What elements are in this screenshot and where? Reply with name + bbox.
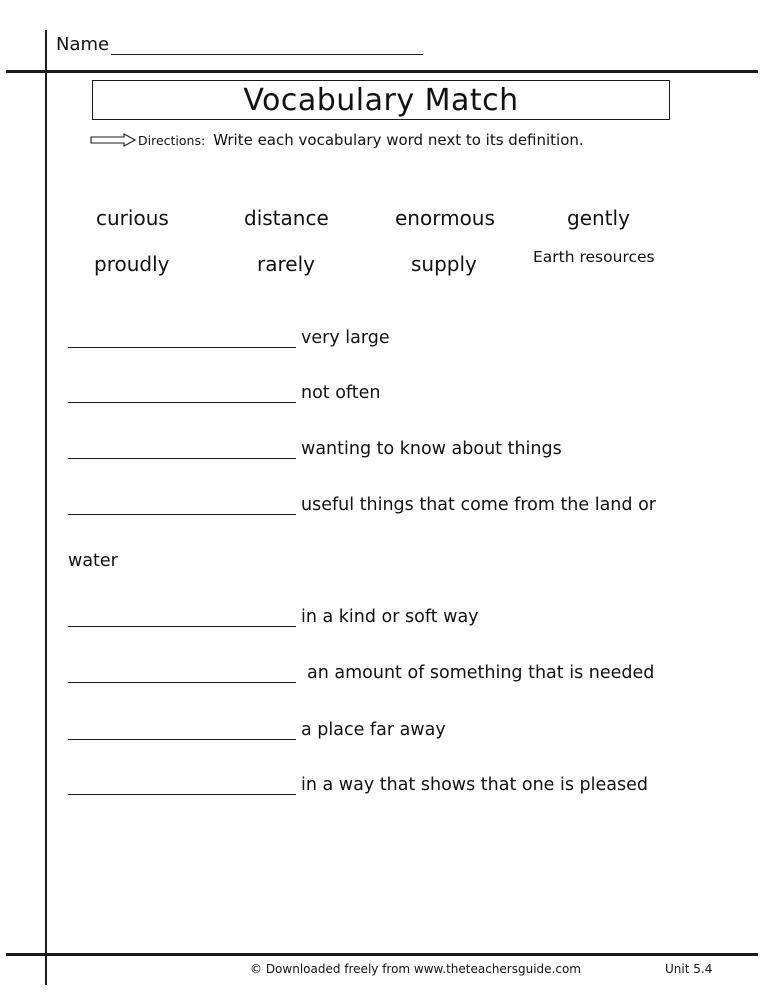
definition-text: in a kind or soft way xyxy=(301,607,479,627)
answer-blank[interactable] xyxy=(68,386,296,403)
definition-row xyxy=(68,328,390,348)
definition-row xyxy=(68,495,656,515)
word-bank-item: curious xyxy=(96,206,169,230)
directions-text: Write each vocabulary word next to its definition. xyxy=(213,131,584,149)
word-bank-item: rarely xyxy=(257,252,315,276)
name-label: Name xyxy=(56,34,110,55)
directions xyxy=(90,131,584,149)
directions-label: Directions: xyxy=(138,132,206,148)
word-bank-item: Earth resources xyxy=(533,248,655,266)
name-blank[interactable] xyxy=(111,36,423,55)
definition-row xyxy=(68,439,562,459)
definition-text: very large xyxy=(301,328,390,348)
arrow-icon xyxy=(90,133,136,147)
definition-text: wanting to know about things xyxy=(301,439,562,459)
definition-row xyxy=(68,383,381,403)
definition-text: useful things that come from the land or xyxy=(301,495,656,515)
answer-blank[interactable] xyxy=(68,610,296,627)
answer-blank[interactable] xyxy=(68,666,296,683)
footer-copyright: © Downloaded freely from www.theteachersguide.com xyxy=(250,962,581,976)
answer-blank[interactable] xyxy=(68,331,296,348)
name-field xyxy=(56,34,423,55)
answer-blank[interactable] xyxy=(68,778,296,795)
margin-line-vertical xyxy=(45,30,47,985)
definition-text: an amount of something that is needed xyxy=(307,663,655,683)
word-bank-item: enormous xyxy=(395,206,495,230)
footer-unit: Unit 5.4 xyxy=(665,962,713,976)
page-title: Vocabulary Match xyxy=(92,80,670,120)
definition-continuation: water xyxy=(68,551,118,571)
footer-divider xyxy=(6,953,758,956)
definition-text: a place far away xyxy=(301,720,446,740)
definition-row xyxy=(68,607,479,627)
word-bank-item: proudly xyxy=(94,252,170,276)
definition-text: in a way that shows that one is pleased xyxy=(301,775,648,795)
answer-blank[interactable] xyxy=(68,723,296,740)
definition-row xyxy=(68,775,648,795)
definition-text: not often xyxy=(301,383,381,403)
header-divider xyxy=(6,70,758,73)
word-bank-item: distance xyxy=(244,206,329,230)
answer-blank[interactable] xyxy=(68,442,296,459)
word-bank-item: gently xyxy=(567,206,630,230)
definition-row xyxy=(68,663,654,683)
word-bank-item: supply xyxy=(411,252,477,276)
definition-row xyxy=(68,720,446,740)
answer-blank[interactable] xyxy=(68,498,296,515)
